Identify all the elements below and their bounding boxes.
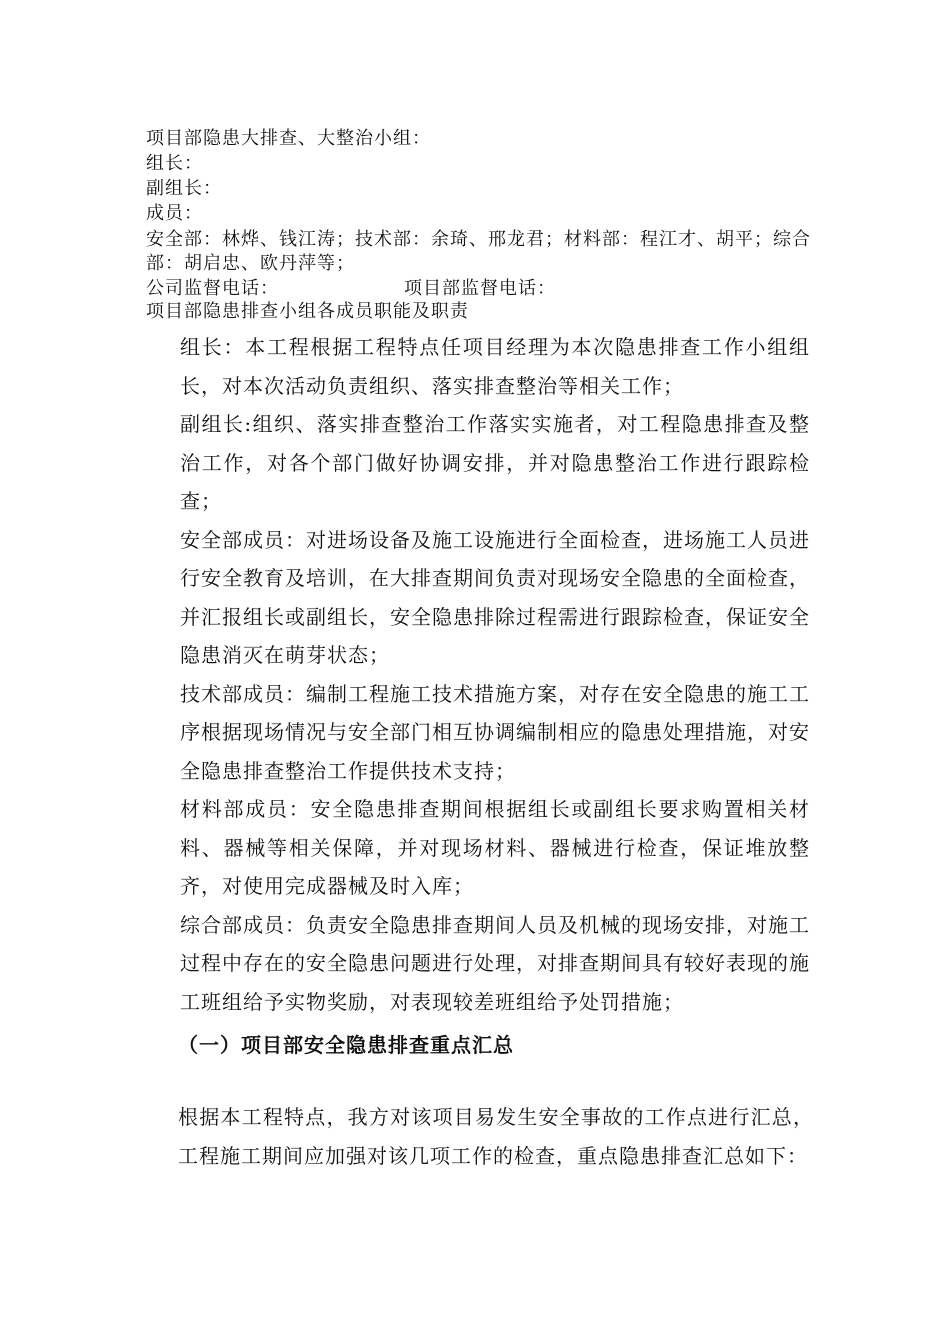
- deputy-label: 副组长：: [146, 178, 222, 199]
- section-summary: 根据本工程特点，我方对该项目易发生安全事故的工作点进行汇总，工程施工期间应加强对该几项工作的检查，重点隐患排查汇总如下：: [178, 1105, 814, 1168]
- duty-general-dept: 综合部成员：负责安全隐患排查期间人员及机械的现场安排，对施工过程中存在的安全隐患问题进行处理，对排查期间具有较好表现的施工班组给予实物奖励，对表现较差班组给予处罚措施；: [180, 912, 810, 1014]
- members-label: 成员：: [146, 203, 203, 224]
- duty-materials-dept: 材料部成员：安全隐患排查期间根据组长或副组长要求购置相关材料、器械等相关保障，并对现场材料、器械进行检查，保证堆放整齐，对使用完成器械及时入库；: [180, 797, 810, 898]
- duty-leader: 组长：本工程根据工程特点任项目经理为本次隐患排查工作小组组长，对本次活动负责组织、落实排查整治等相关工作；: [180, 335, 810, 398]
- members-detail: 安全部：林烨、钱江涛；技术部：余琦、邢龙君；材料部：程江才、胡平；综合部：胡启忠、欧丹萍等；: [146, 229, 811, 274]
- duties-list: [180, 328, 810, 1021]
- duty-safety-dept: 安全部成员：对进场设备及施工设施进行全面检查，进场施工人员进行安全教育及培训，在大排查期间负责对现场安全隐患的全面检查，并汇报组长或副组长，安全隐患排除过程需进行跟踪检查，保证安全隐患消灭在萌芽状态；: [180, 527, 810, 667]
- company-phone-label: 公司监督电话：: [146, 278, 279, 299]
- group-title: 项目部隐患大排查、大整治小组：: [146, 128, 431, 149]
- duty-deputy: 副组长:组织、落实排查整治工作落实实施者，对工程隐患排查及整治工作，对各个部门做好协调安排，并对隐患整治工作进行跟踪检查；: [180, 412, 810, 513]
- duty-tech-dept: 技术部成员：编制工程施工技术措施方案，对存在安全隐患的施工工序根据现场情况与安全部门相互协调编制相应的隐患处理措施，对安全隐患排查整治工作提供技术支持；: [180, 681, 810, 783]
- project-phone-label: 项目部监督电话：: [404, 278, 556, 299]
- leader-label: 组长：: [146, 153, 203, 174]
- phone-line: [146, 277, 836, 301]
- duties-heading: 项目部隐患排查小组各成员职能及职责: [146, 301, 469, 322]
- section-heading: （一）项目部安全隐患排查重点汇总: [178, 1033, 514, 1057]
